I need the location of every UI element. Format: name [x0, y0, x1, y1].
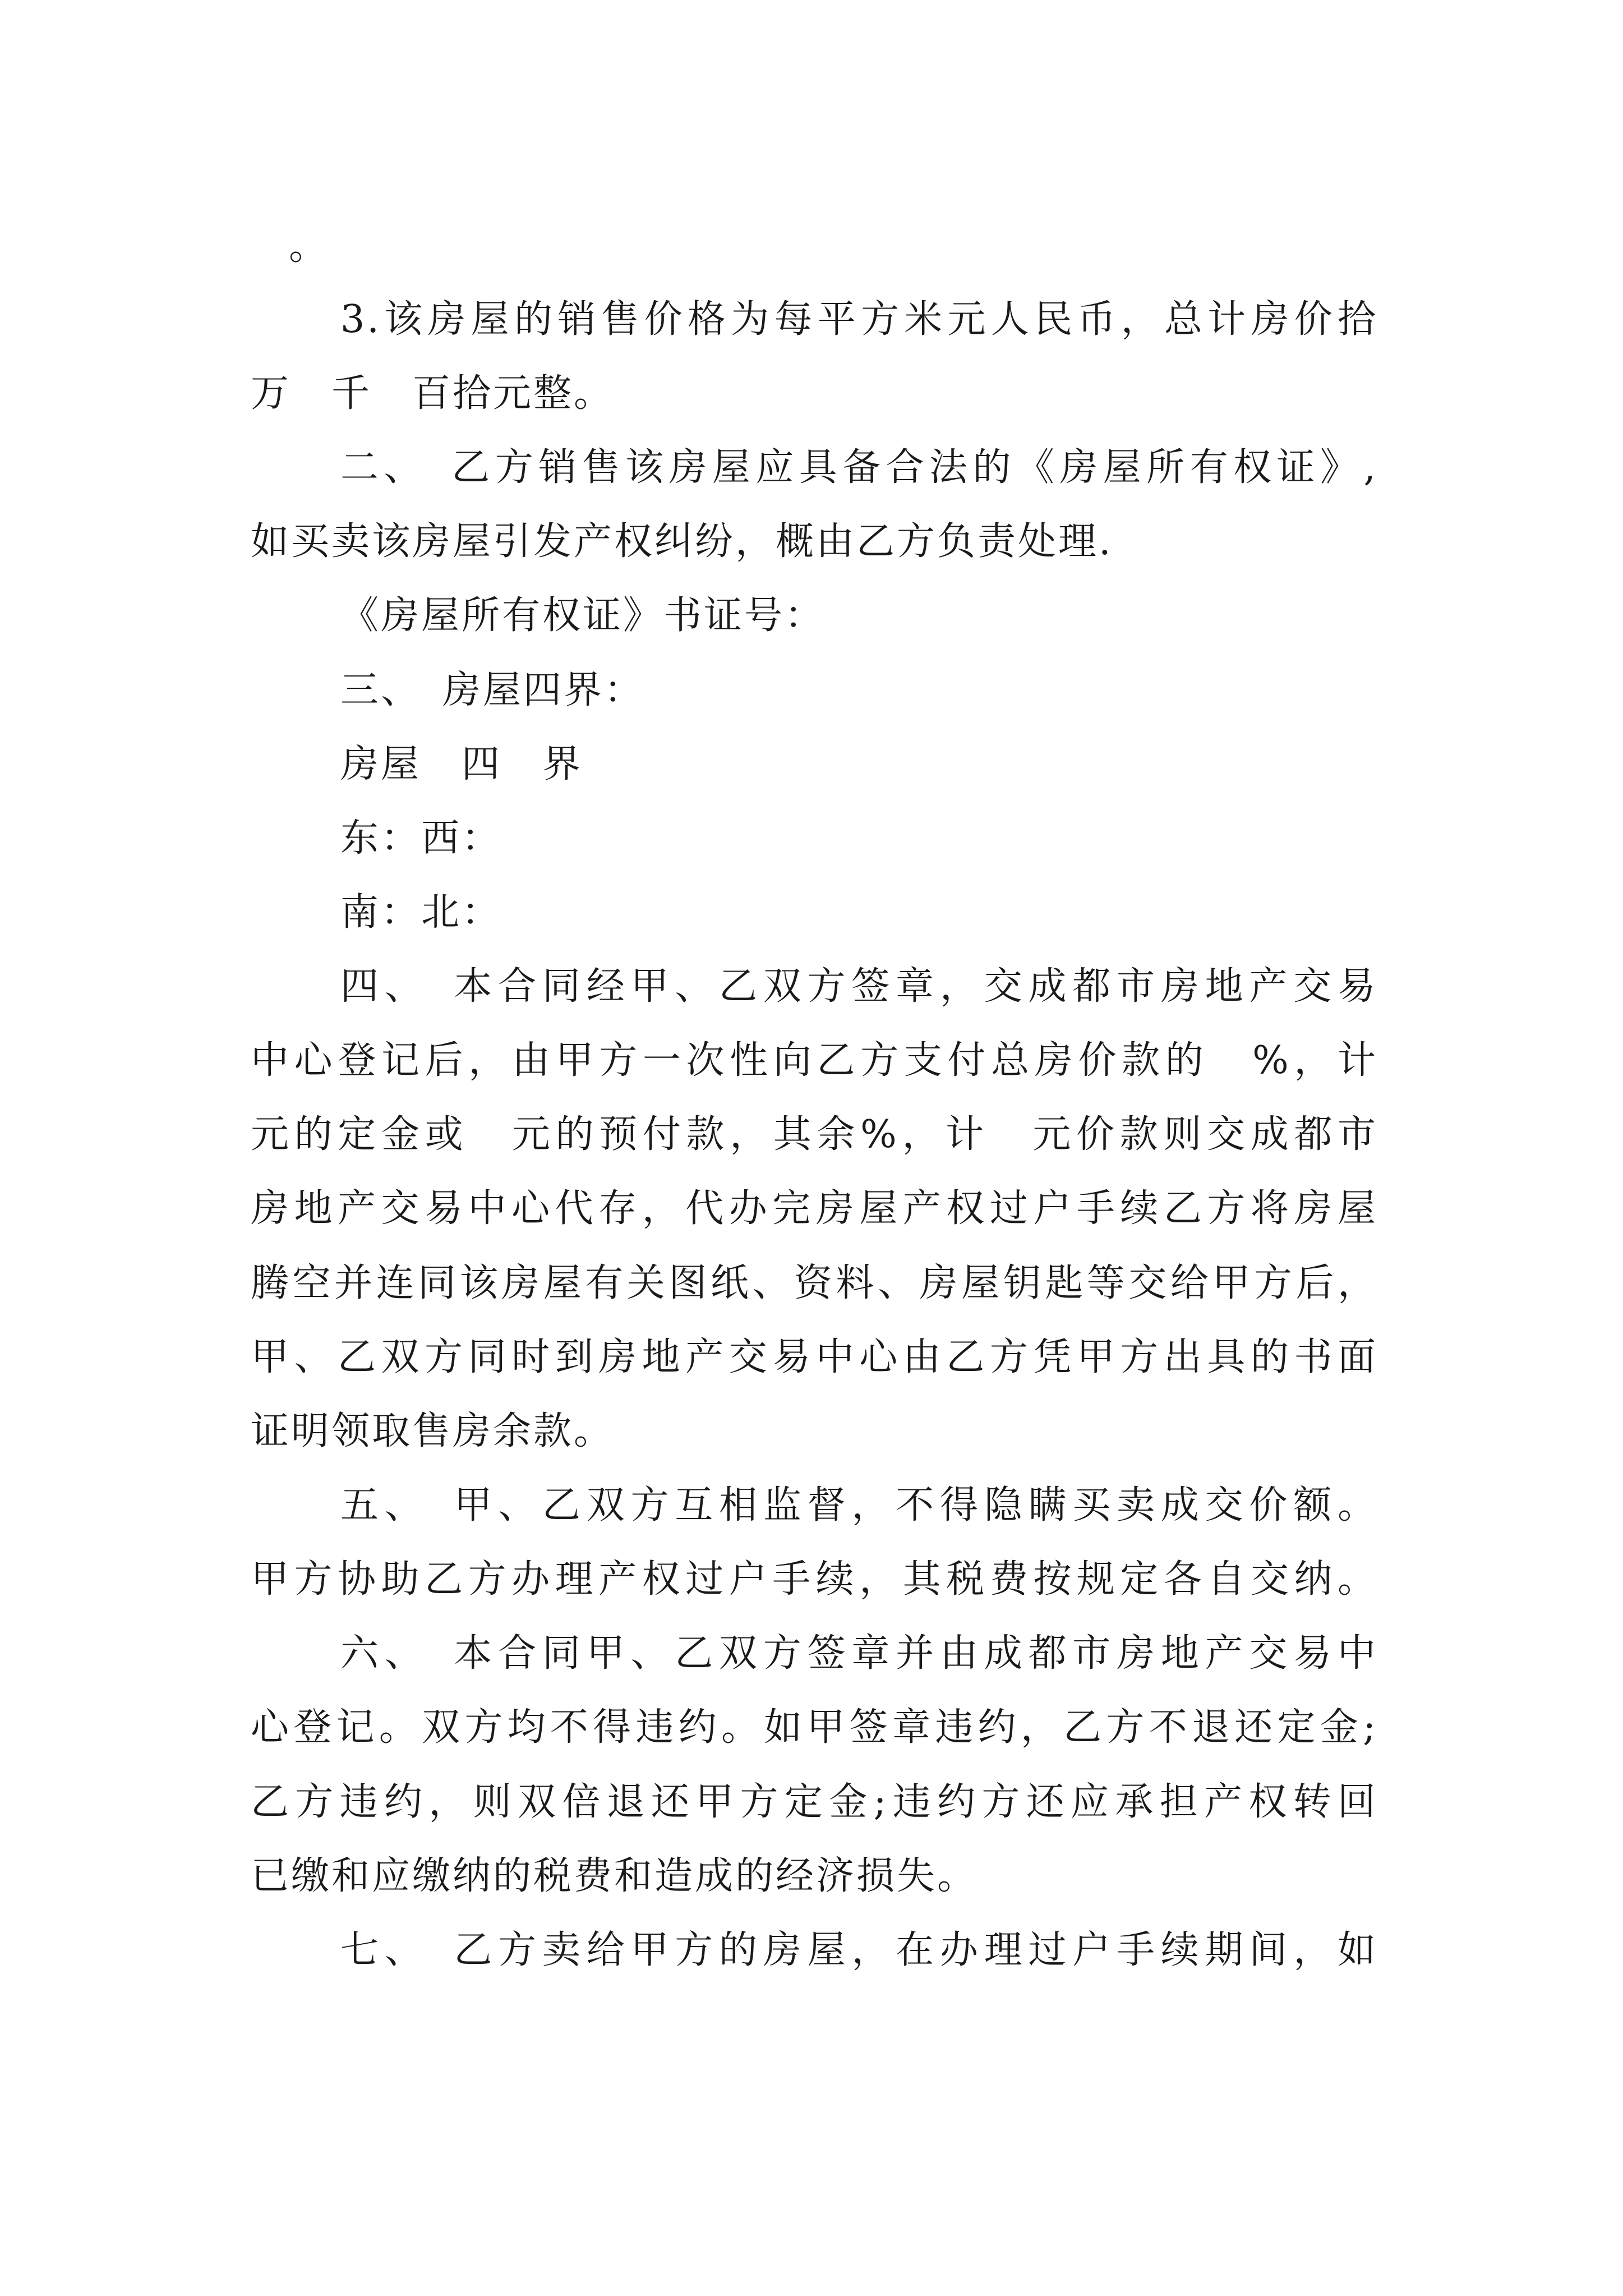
text-line: 南：北： [340, 890, 502, 935]
text-line: 《房屋所有权证》书证号： [340, 593, 826, 638]
text-line: 甲、乙双方同时到房地产交易中心由乙方凭甲方出具的书面 [251, 1335, 1378, 1379]
text-line: 已缴和应缴纳的税费和造成的经济损失。 [251, 1854, 978, 1898]
text-line: 七、 乙方卖给甲方的房屋，在办理过户手续期间，如 [340, 1928, 1378, 1972]
text-line: 二、 乙方销售该房屋应具备合法的《房屋所有权证》, [340, 445, 1378, 490]
text-line: 五、 甲、乙双方互相监督，不得隐瞒买卖成交价额。 [340, 1483, 1378, 1527]
text-line: 三、 房屋四界： [340, 668, 645, 712]
text-line: 3.该房屋的销售价格为每平方米元人民币，总计房价拾 [340, 297, 1378, 342]
text-line: 甲方协助乙方办理产权过户手续，其税费按规定各自交纳。 [251, 1557, 1378, 1602]
text-line: 腾空并连同该房屋有关图纸、资料、房屋钥匙等交给甲方后， [251, 1261, 1378, 1305]
text-line: 心登记。双方均不得违约。如甲签章违约，乙方不退还定金; [251, 1705, 1378, 1750]
text-line: 房屋 四 界 [340, 742, 583, 786]
text-line: 万 千 百拾元整。 [251, 371, 615, 416]
text-line: 东：西： [340, 816, 502, 861]
text-line: 六、 本合同甲、乙双方签章并由成都市房地产交易中 [340, 1631, 1378, 1676]
text-line: 如买卖该房屋引发产权纠纷，概由乙方负责处理. [251, 519, 1113, 564]
text-line: 证明领取售房余款。 [251, 1409, 615, 1453]
text-line: 元的定金或 元的预付款，其余%，计 元价款则交成都市 [251, 1112, 1378, 1157]
text-line: 中心登记后，由甲方一次性向乙方支付总房价款的 %，计 [251, 1038, 1378, 1083]
text-line: 乙方违约，则双倍退还甲方定金;违约方还应承担产权转回 [251, 1780, 1378, 1824]
text-line: 。 [289, 224, 330, 269]
text-line: 四、 本合同经甲、乙双方签章，交成都市房地产交易 [340, 964, 1378, 1009]
text-line: 房地产交易中心代存，代办完房屋产权过户手续乙方将房屋 [251, 1186, 1378, 1231]
